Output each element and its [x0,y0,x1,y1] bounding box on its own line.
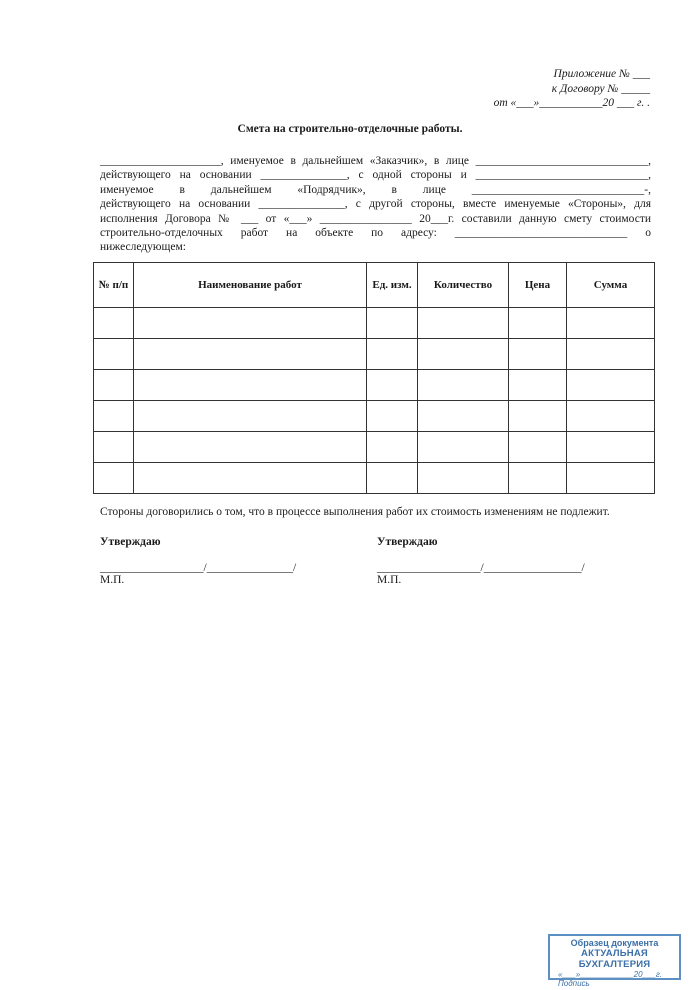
seal-placeholder: М.П. [377,574,402,586]
table-cell [509,370,567,401]
column-header-unit: Ед. изм. [367,263,418,308]
table-row [94,370,655,401]
seal-placeholder: М.П. [100,574,125,586]
table-row [94,308,655,339]
table-cell [94,401,134,432]
column-header-number: № п/п [94,263,134,308]
table-cell [134,432,367,463]
table-cell [94,339,134,370]
table-cell [367,432,418,463]
intro-line: нижеследующем: [100,241,186,254]
appendix-number: Приложение № ___ [553,68,650,80]
table-cell [418,401,509,432]
intro-line: исполнения Договора № ___ от «___» ________________ 20___г. составили данную смету стоимости [100,212,651,225]
table-cell [567,370,655,401]
table-cell [567,308,655,339]
signature-block-left [100,536,340,586]
table-cell [418,308,509,339]
contract-date: от «___»___________20 ___ г. . [493,97,650,109]
table-cell [567,463,655,494]
table-cell [134,308,367,339]
intro-line: действующего на основании _______________, с одной стороны и ______________________________, [100,169,651,182]
stamp-line: «___»____________20___г. [558,970,663,979]
table-cell [509,339,567,370]
column-header-sum: Сумма [567,263,655,308]
agreement-text: Стороны договорились о том, что в процессе выполнения работ их стоимость изменениям не подлежит. [100,506,610,518]
intro-line: строительно-отделочных работ на объекте по адресу: ______________________________ о [100,227,651,240]
table-row [94,463,655,494]
approve-label: Утверждаю [100,536,161,548]
stamp-line: АКТУАЛЬНАЯ БУХГАЛТЕРИЯ [578,948,651,970]
table-cell [509,463,567,494]
table-row [94,432,655,463]
intro-line: действующего на основании _______________, с другой стороны, вместе именуемые «Стороны», для [100,198,651,211]
table-cell [567,401,655,432]
table-cell [94,463,134,494]
intro-paragraph [100,154,651,255]
signature-block-right [377,536,617,586]
stamp-line: Подпись [558,979,590,988]
table-cell [134,401,367,432]
table-cell [94,432,134,463]
table-cell [418,339,509,370]
table-cell [567,432,655,463]
signature-lines: __________________/_______________/ [100,562,297,574]
signature-lines: __________________/_________________/ [377,562,585,574]
table-cell [134,463,367,494]
table-cell [134,339,367,370]
table-cell [418,463,509,494]
table-cell [367,463,418,494]
appendix-header [410,67,650,111]
column-header-quantity: Количество [418,263,509,308]
column-header-price: Цена [509,263,567,308]
column-header-work-name: Наименование работ [134,263,367,308]
table-cell [367,370,418,401]
table-cell [94,308,134,339]
table-cell [134,370,367,401]
table-cell [367,339,418,370]
contract-reference: к Договору № _____ [551,82,650,95]
table-row [94,339,655,370]
table-row [94,401,655,432]
table-cell [567,339,655,370]
table-cell [418,370,509,401]
intro-line: _____________________, именуемое в дальнейшем «Заказчик», в лице ______________________________, [100,155,651,167]
table-cell [418,432,509,463]
table-cell [509,432,567,463]
sample-stamp [548,934,681,988]
table-cell [94,370,134,401]
table-cell [367,401,418,432]
document-title: Смета на строительно-отделочные работы. [237,123,463,135]
table-cell [509,401,567,432]
estimate-table [93,262,655,494]
table-header-row [94,263,655,308]
table-cell [367,308,418,339]
intro-line: именуемое в дальнейшем «Подрядчик», в лице ______________________________-, [100,183,651,196]
stamp-line: Образец документа [570,938,659,948]
table-cell [509,308,567,339]
approve-label: Утверждаю [377,536,438,548]
